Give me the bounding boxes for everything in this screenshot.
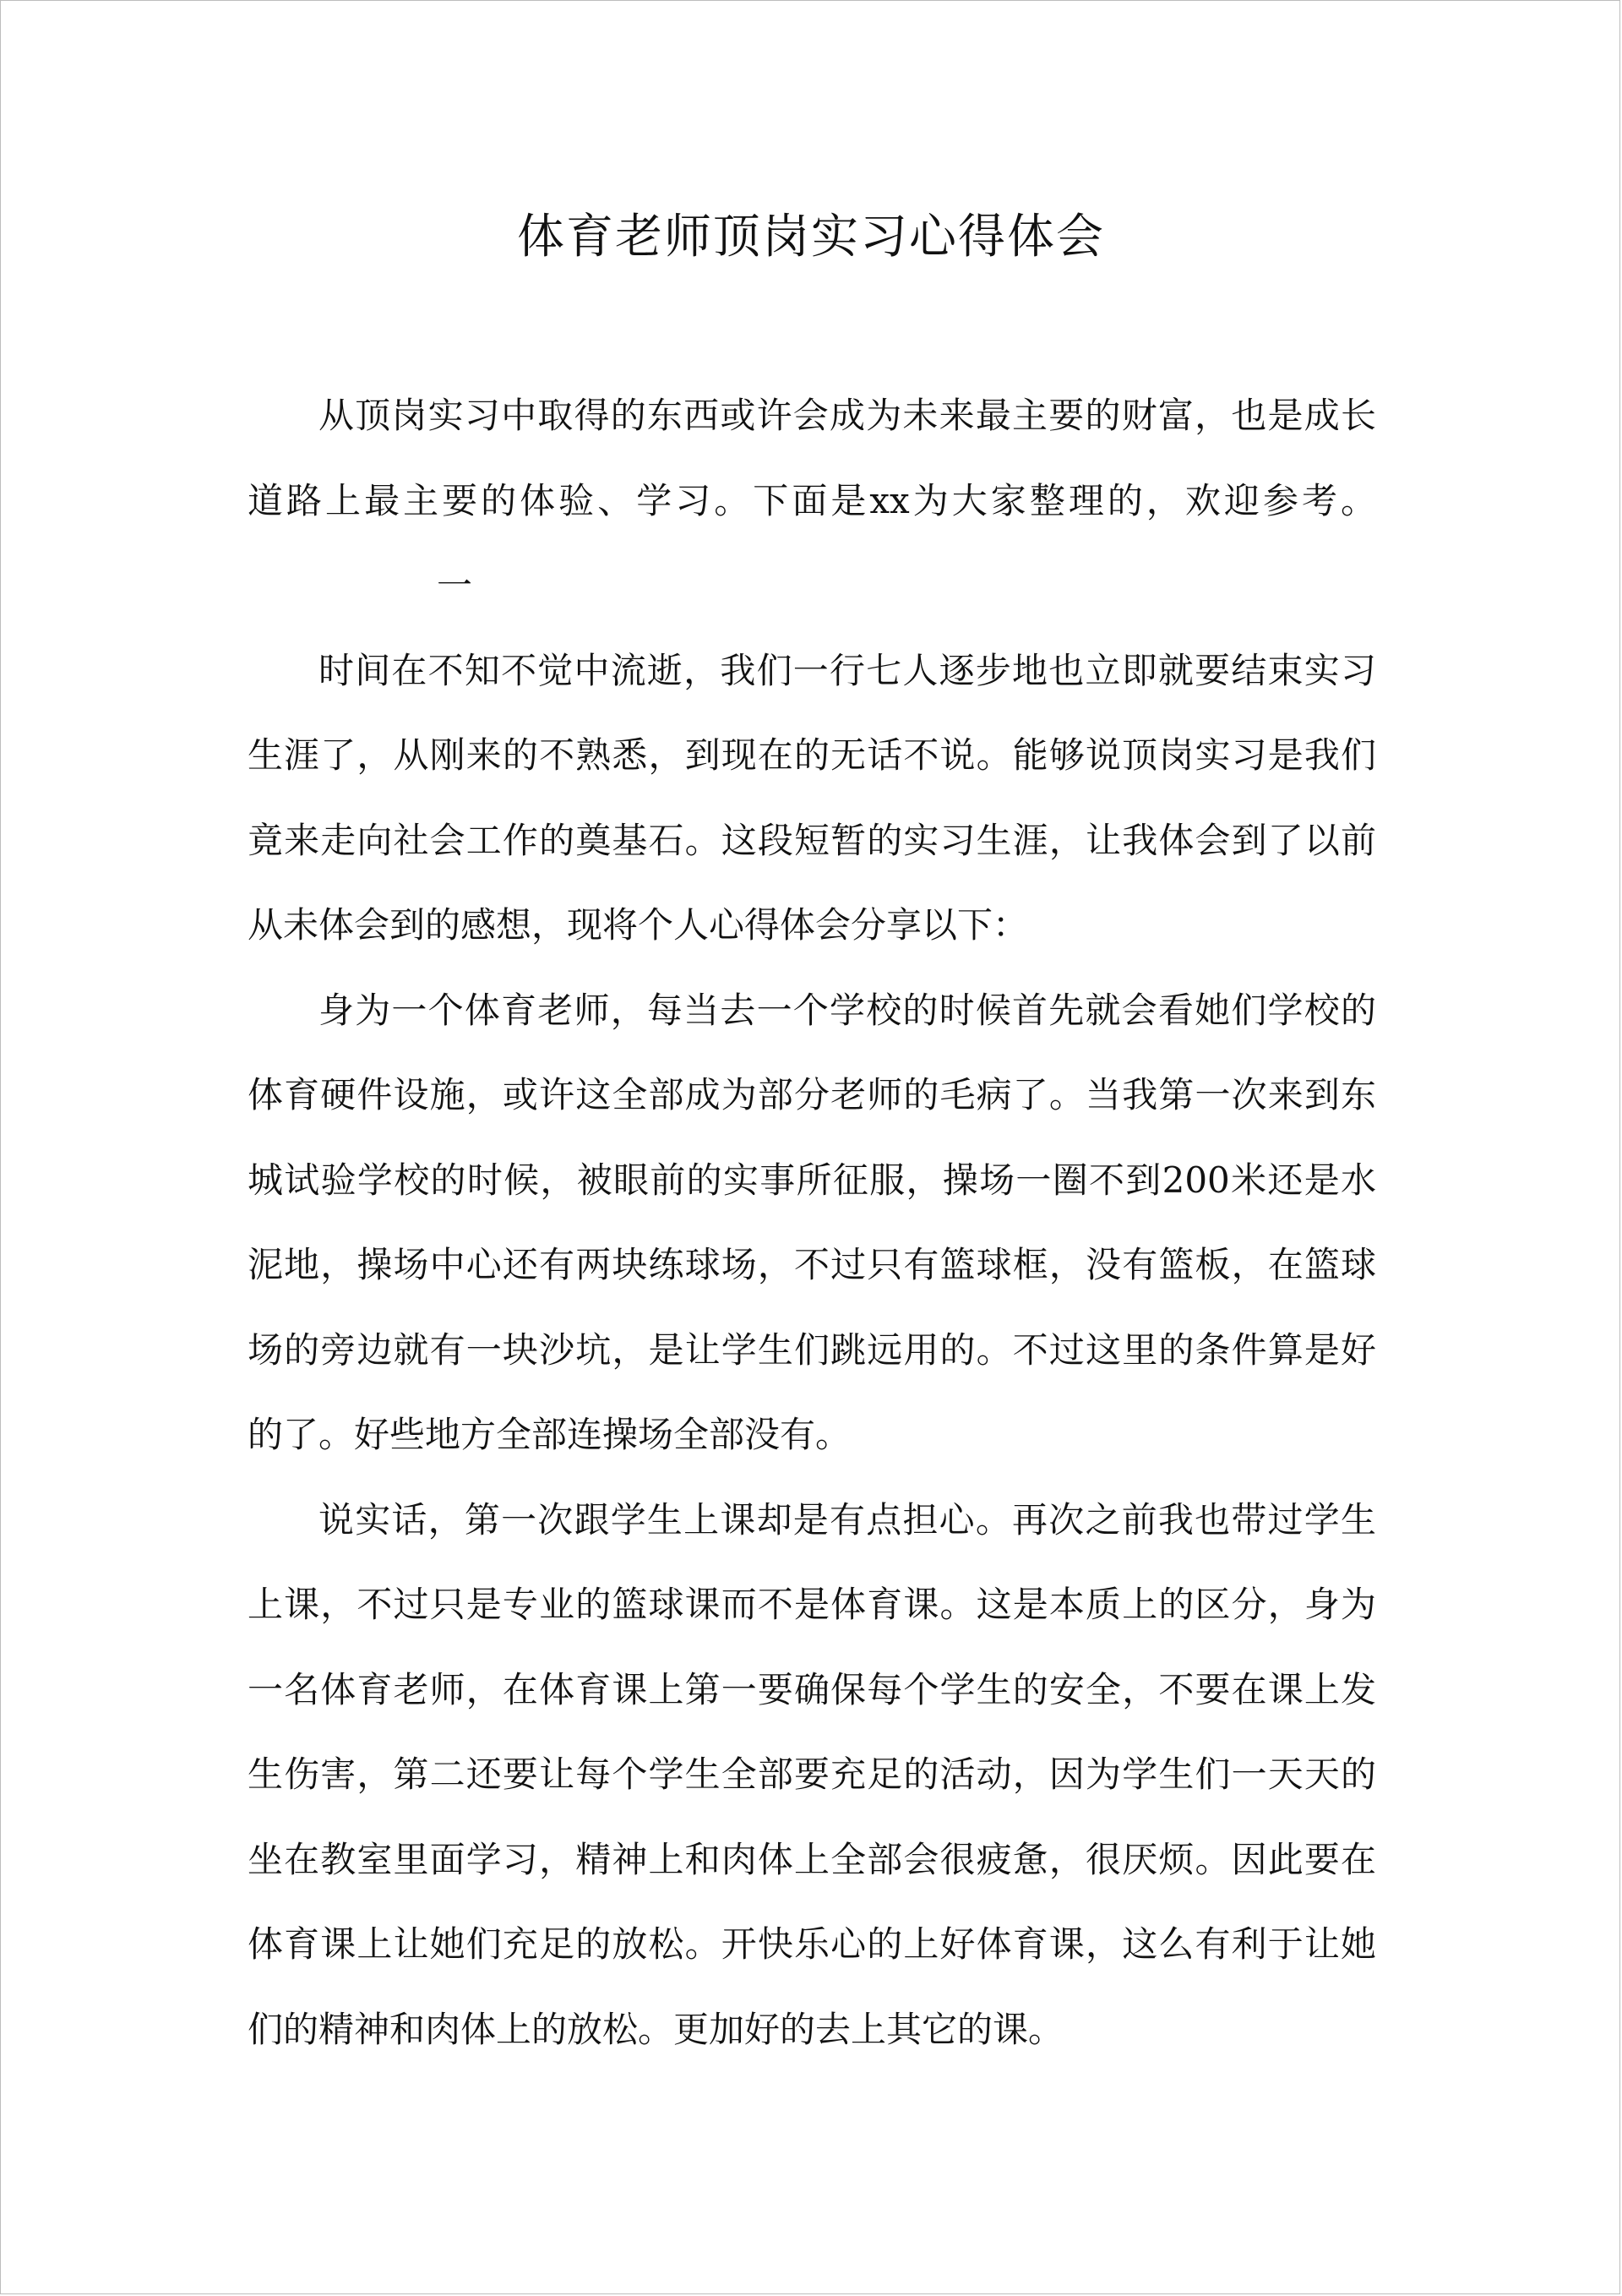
- intro-text: 从顶岗实习中取得的东西或许会成为未来最主要的财富，也是成长道路上最主要的体验、学习。下面是xx为大家整理的，欢迎参考。: [248, 395, 1376, 521]
- document-body: [248, 374, 1376, 2072]
- body-paragraph: 时间在不知不觉中流逝，我们一行七人逐步地也立即就要结束实习生涯了，从刚来的不熟悉，到现在的无话不说。能够说顶岗实习是我们竟来走向社会工作的奠基石。这段短暂的实习生涯，让我体会到了以前从未体会到的感想，现将个人心得体会分享以下：: [248, 649, 1376, 946]
- intro-paragraph: [248, 374, 1376, 629]
- page-title: 体育老师顶岗实习心得体会: [517, 210, 1105, 265]
- body-paragraph: 身为一个体育老师，每当去一个学校的时候首先就会看她们学校的体育硬件设施，或许这全部成为部分老师的毛病了。当我第一次来到东城试验学校的时候，被眼前的实事所征服，操场一圈不到200米还是水泥地，操场中心还有两块练球场，不过只有篮球框，没有篮板，在篮球场的旁边就有一块沙坑，是让学生们跳远用的。不过这里的条件算是好的了。好些地方全部连操场全部没有。: [248, 989, 1376, 1455]
- body-paragraph: 说实话，第一次跟学生上课却是有点担心。再次之前我也带过学生上课，不过只是专业的篮球课而不是体育课。这是本质上的区分，身为一名体育老师，在体育课上第一要确保每个学生的安全，不要在课上发生伤害，第二还要让每个学生全部要充足的活动，因为学生们一天天的坐在教室里面学习，精神上和肉体上全部会很疲惫，很厌烦。因此要在体育课上让她们充足的放松。开快乐心的上好体育课，这么有利于让她们的精神和肉体上的放松。更加好的去上其它的课。: [248, 1498, 1376, 2050]
- section-mark: 一: [437, 564, 473, 606]
